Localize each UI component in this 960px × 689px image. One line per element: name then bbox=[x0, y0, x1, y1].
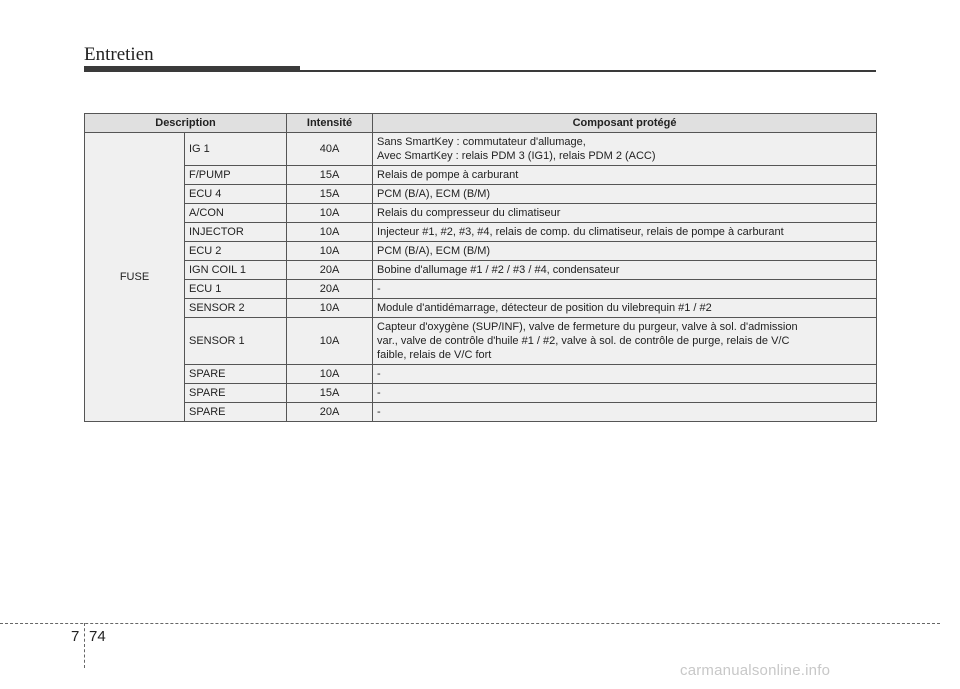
fuse-amperage: 40A bbox=[287, 133, 373, 166]
table-row bbox=[85, 365, 877, 384]
fuse-component: Relais de pompe à carburant bbox=[373, 166, 877, 185]
fuse-name: IGN COIL 1 bbox=[185, 261, 287, 280]
chapter-number: 7 bbox=[71, 628, 80, 645]
fuse-component: - bbox=[373, 280, 877, 299]
watermark: carmanualsonline.info bbox=[680, 662, 831, 679]
column-header-description: Description bbox=[85, 114, 287, 133]
header-bar bbox=[84, 66, 300, 72]
fuse-amperage: 10A bbox=[287, 204, 373, 223]
fuse-component: Module d'antidémarrage, détecteur de position du vilebrequin #1 / #2 bbox=[373, 299, 877, 318]
fuse-component: PCM (B/A), ECM (B/M) bbox=[373, 242, 877, 261]
fuse-amperage: 15A bbox=[287, 166, 373, 185]
section-title: Entretien bbox=[84, 44, 154, 65]
column-header-intensite: Intensité bbox=[287, 114, 373, 133]
fuse-amperage: 10A bbox=[287, 242, 373, 261]
header-rule bbox=[300, 70, 876, 72]
fuse-component: Capteur d'oxygène (SUP/INF), valve de fermeture du purgeur, valve à sol. d'admission var., valve de contrôle d'huile #1 / #2, valve à sol. de contrôle de purge, relais de V/C faible, relais de V/C fort bbox=[373, 318, 877, 365]
fuse-amperage: 20A bbox=[287, 403, 373, 422]
fuse-name: A/CON bbox=[185, 204, 287, 223]
fuse-amperage: 20A bbox=[287, 261, 373, 280]
fuse-component: - bbox=[373, 384, 877, 403]
fuse-name: SPARE bbox=[185, 384, 287, 403]
fuse-component: PCM (B/A), ECM (B/M) bbox=[373, 185, 877, 204]
fuse-name: SENSOR 2 bbox=[185, 299, 287, 318]
fuse-component: Injecteur #1, #2, #3, #4, relais de comp. du climatiseur, relais de pompe à carburant bbox=[373, 223, 877, 242]
fuse-name: SPARE bbox=[185, 403, 287, 422]
fuse-component: Relais du compresseur du climatiseur bbox=[373, 204, 877, 223]
fuse-name: ECU 1 bbox=[185, 280, 287, 299]
fuse-component: Bobine d'allumage #1 / #2 / #3 / #4, condensateur bbox=[373, 261, 877, 280]
table-row bbox=[85, 242, 877, 261]
fuse-component: Sans SmartKey : commutateur d'allumage, Avec SmartKey : relais PDM 3 (IG1), relais PDM 2 (ACC) bbox=[373, 133, 877, 166]
table-row bbox=[85, 166, 877, 185]
table-row bbox=[85, 133, 877, 166]
fuse-name: INJECTOR bbox=[185, 223, 287, 242]
table-row bbox=[85, 384, 877, 403]
fuse-amperage: 10A bbox=[287, 365, 373, 384]
footer-rule bbox=[0, 623, 940, 624]
fuse-amperage: 10A bbox=[287, 223, 373, 242]
table-row bbox=[85, 261, 877, 280]
fuse-component: - bbox=[373, 403, 877, 422]
fuse-amperage: 15A bbox=[287, 185, 373, 204]
fuse-name: ECU 4 bbox=[185, 185, 287, 204]
table-header-row bbox=[85, 114, 877, 133]
table-row bbox=[85, 185, 877, 204]
fuse-group-label: FUSE bbox=[85, 133, 185, 422]
fuse-name: SENSOR 1 bbox=[185, 318, 287, 365]
table-row bbox=[85, 280, 877, 299]
fuse-table bbox=[84, 113, 877, 422]
fuse-name: IG 1 bbox=[185, 133, 287, 166]
column-header-composant: Composant protégé bbox=[373, 114, 877, 133]
fuse-component: - bbox=[373, 365, 877, 384]
table-row bbox=[85, 223, 877, 242]
table-row bbox=[85, 403, 877, 422]
fuse-amperage: 15A bbox=[287, 384, 373, 403]
fuse-name: SPARE bbox=[185, 365, 287, 384]
table-row bbox=[85, 204, 877, 223]
page-number: 74 bbox=[89, 628, 106, 645]
fuse-name: ECU 2 bbox=[185, 242, 287, 261]
fuse-amperage: 10A bbox=[287, 299, 373, 318]
footer-divider bbox=[84, 623, 85, 668]
fuse-amperage: 10A bbox=[287, 318, 373, 365]
table-row bbox=[85, 318, 877, 365]
table-body bbox=[85, 133, 877, 422]
table-row bbox=[85, 299, 877, 318]
fuse-name: F/PUMP bbox=[185, 166, 287, 185]
fuse-amperage: 20A bbox=[287, 280, 373, 299]
